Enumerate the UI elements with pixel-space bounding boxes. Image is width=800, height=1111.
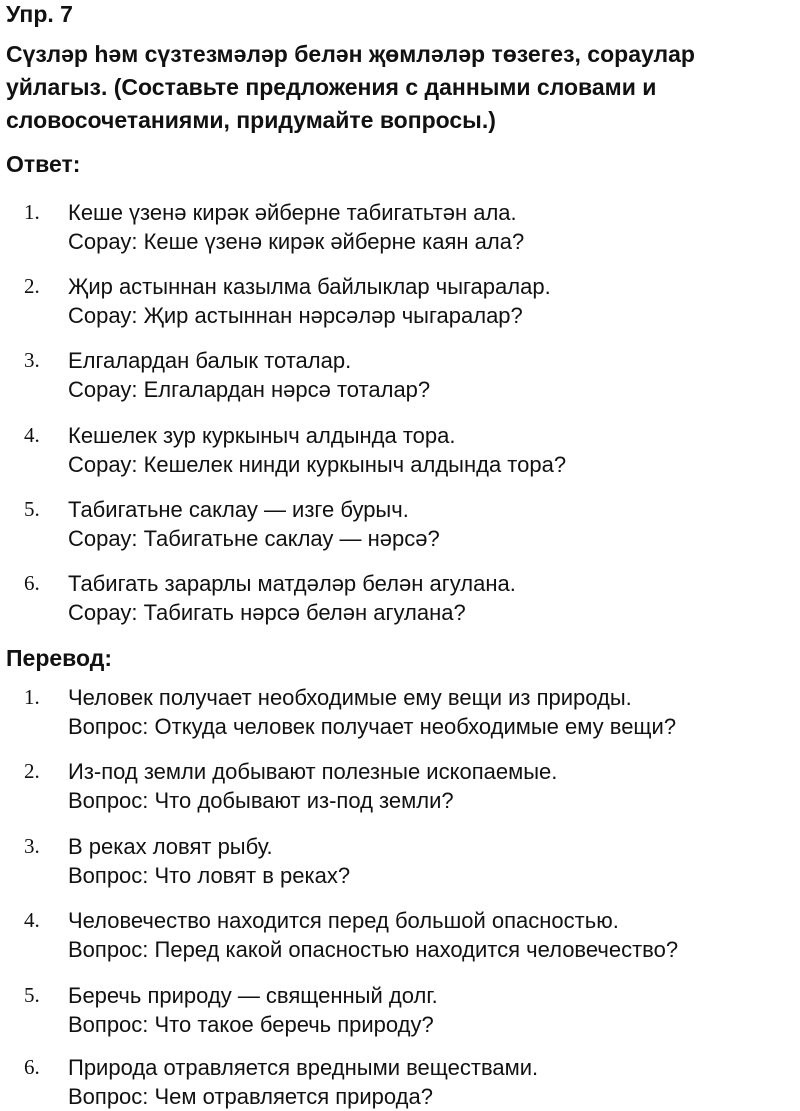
answer-item <box>0 198 800 256</box>
translation-question: Вопрос: Перед какой опасностью находится человечество? <box>68 937 679 962</box>
translation-sentence: Человечество находится перед большой опасностью. <box>68 908 619 933</box>
translation-item <box>0 981 800 1039</box>
item-number: 5. <box>24 983 40 1007</box>
item-number: 3. <box>24 348 40 372</box>
answer-sentence: Табигать зарарлы матдәләр белән агулана. <box>68 571 516 596</box>
task-line: словосочетаниями, придумайте вопросы.) <box>6 107 496 133</box>
answer-item <box>0 272 800 330</box>
task-line: уйлагыз. (Составьте предложения с данными словами и <box>6 74 657 100</box>
item-number: 2. <box>24 759 40 783</box>
item-number: 6. <box>24 571 40 595</box>
answer-item <box>0 495 800 553</box>
answer-sentence: Табигатьне саклау — изге бурыч. <box>68 497 409 522</box>
task-line: Сүзләр һәм сүзтезмәләр белән җөмләләр төзегез, сораулар <box>6 41 695 67</box>
translation-sentence: Человек получает необходимые ему вещи из природы. <box>68 685 632 710</box>
translation-item <box>0 1053 800 1111</box>
task-text <box>6 38 798 137</box>
answer-item <box>0 421 800 479</box>
item-number: 2. <box>24 274 40 298</box>
answer-question: Сорау: Табигатьне саклау — нәрсә? <box>68 526 440 551</box>
translation-question: Вопрос: Что добывают из-под земли? <box>68 788 454 813</box>
answer-sentence: Елгалардан балык тоталар. <box>68 348 352 373</box>
item-number: 3. <box>24 834 40 858</box>
translation-question: Вопрос: Откуда человек получает необходимые ему вещи? <box>68 714 677 739</box>
translation-heading: Перевод: <box>6 645 113 671</box>
translation-sentence: Природа отравляется вредными веществами. <box>68 1055 539 1080</box>
answer-question: Сорау: Кешелек нинди куркыныч алдында тора? <box>68 452 567 477</box>
item-number: 4. <box>24 423 40 447</box>
answer-question: Сорау: Кеше үзенә кирәк әйберне каян ала? <box>68 229 525 254</box>
translation-item <box>0 683 800 741</box>
translation-sentence: Беречь природу — священный долг. <box>68 983 438 1008</box>
translation-item <box>0 906 800 964</box>
translation-sentence: Из-под земли добывают полезные ископаемые. <box>68 759 558 784</box>
answer-question: Сорау: Табигать нәрсә белән агулана? <box>68 600 466 625</box>
translation-item <box>0 832 800 890</box>
answer-question: Сорау: Җир астыннан нәрсәләр чыгаралар? <box>68 303 523 328</box>
item-number: 6. <box>24 1055 40 1079</box>
exercise-title: Упр. 7 <box>6 1 73 27</box>
answer-question: Сорау: Елгалардан нәрсә тоталар? <box>68 377 431 402</box>
translation-item <box>0 757 800 815</box>
translation-question: Вопрос: Что ловят в реках? <box>68 863 351 888</box>
item-number: 1. <box>24 685 40 709</box>
answer-sentence: Җир астыннан казылма байлыклар чыгаралар. <box>68 274 551 299</box>
answer-sentence: Кешелек зур куркыныч алдында тора. <box>68 423 456 448</box>
translation-question: Вопрос: Что такое беречь природу? <box>68 1012 434 1037</box>
answer-heading: Ответ: <box>6 151 81 177</box>
item-number: 5. <box>24 497 40 521</box>
item-number: 1. <box>24 200 40 224</box>
answer-item <box>0 569 800 627</box>
translation-sentence: В реках ловят рыбу. <box>68 834 273 859</box>
translation-question: Вопрос: Чем отравляется природа? <box>68 1084 433 1109</box>
answer-sentence: Кеше үзенә кирәк әйберне табигатьтән ала. <box>68 200 517 225</box>
answer-item <box>0 346 800 404</box>
item-number: 4. <box>24 908 40 932</box>
